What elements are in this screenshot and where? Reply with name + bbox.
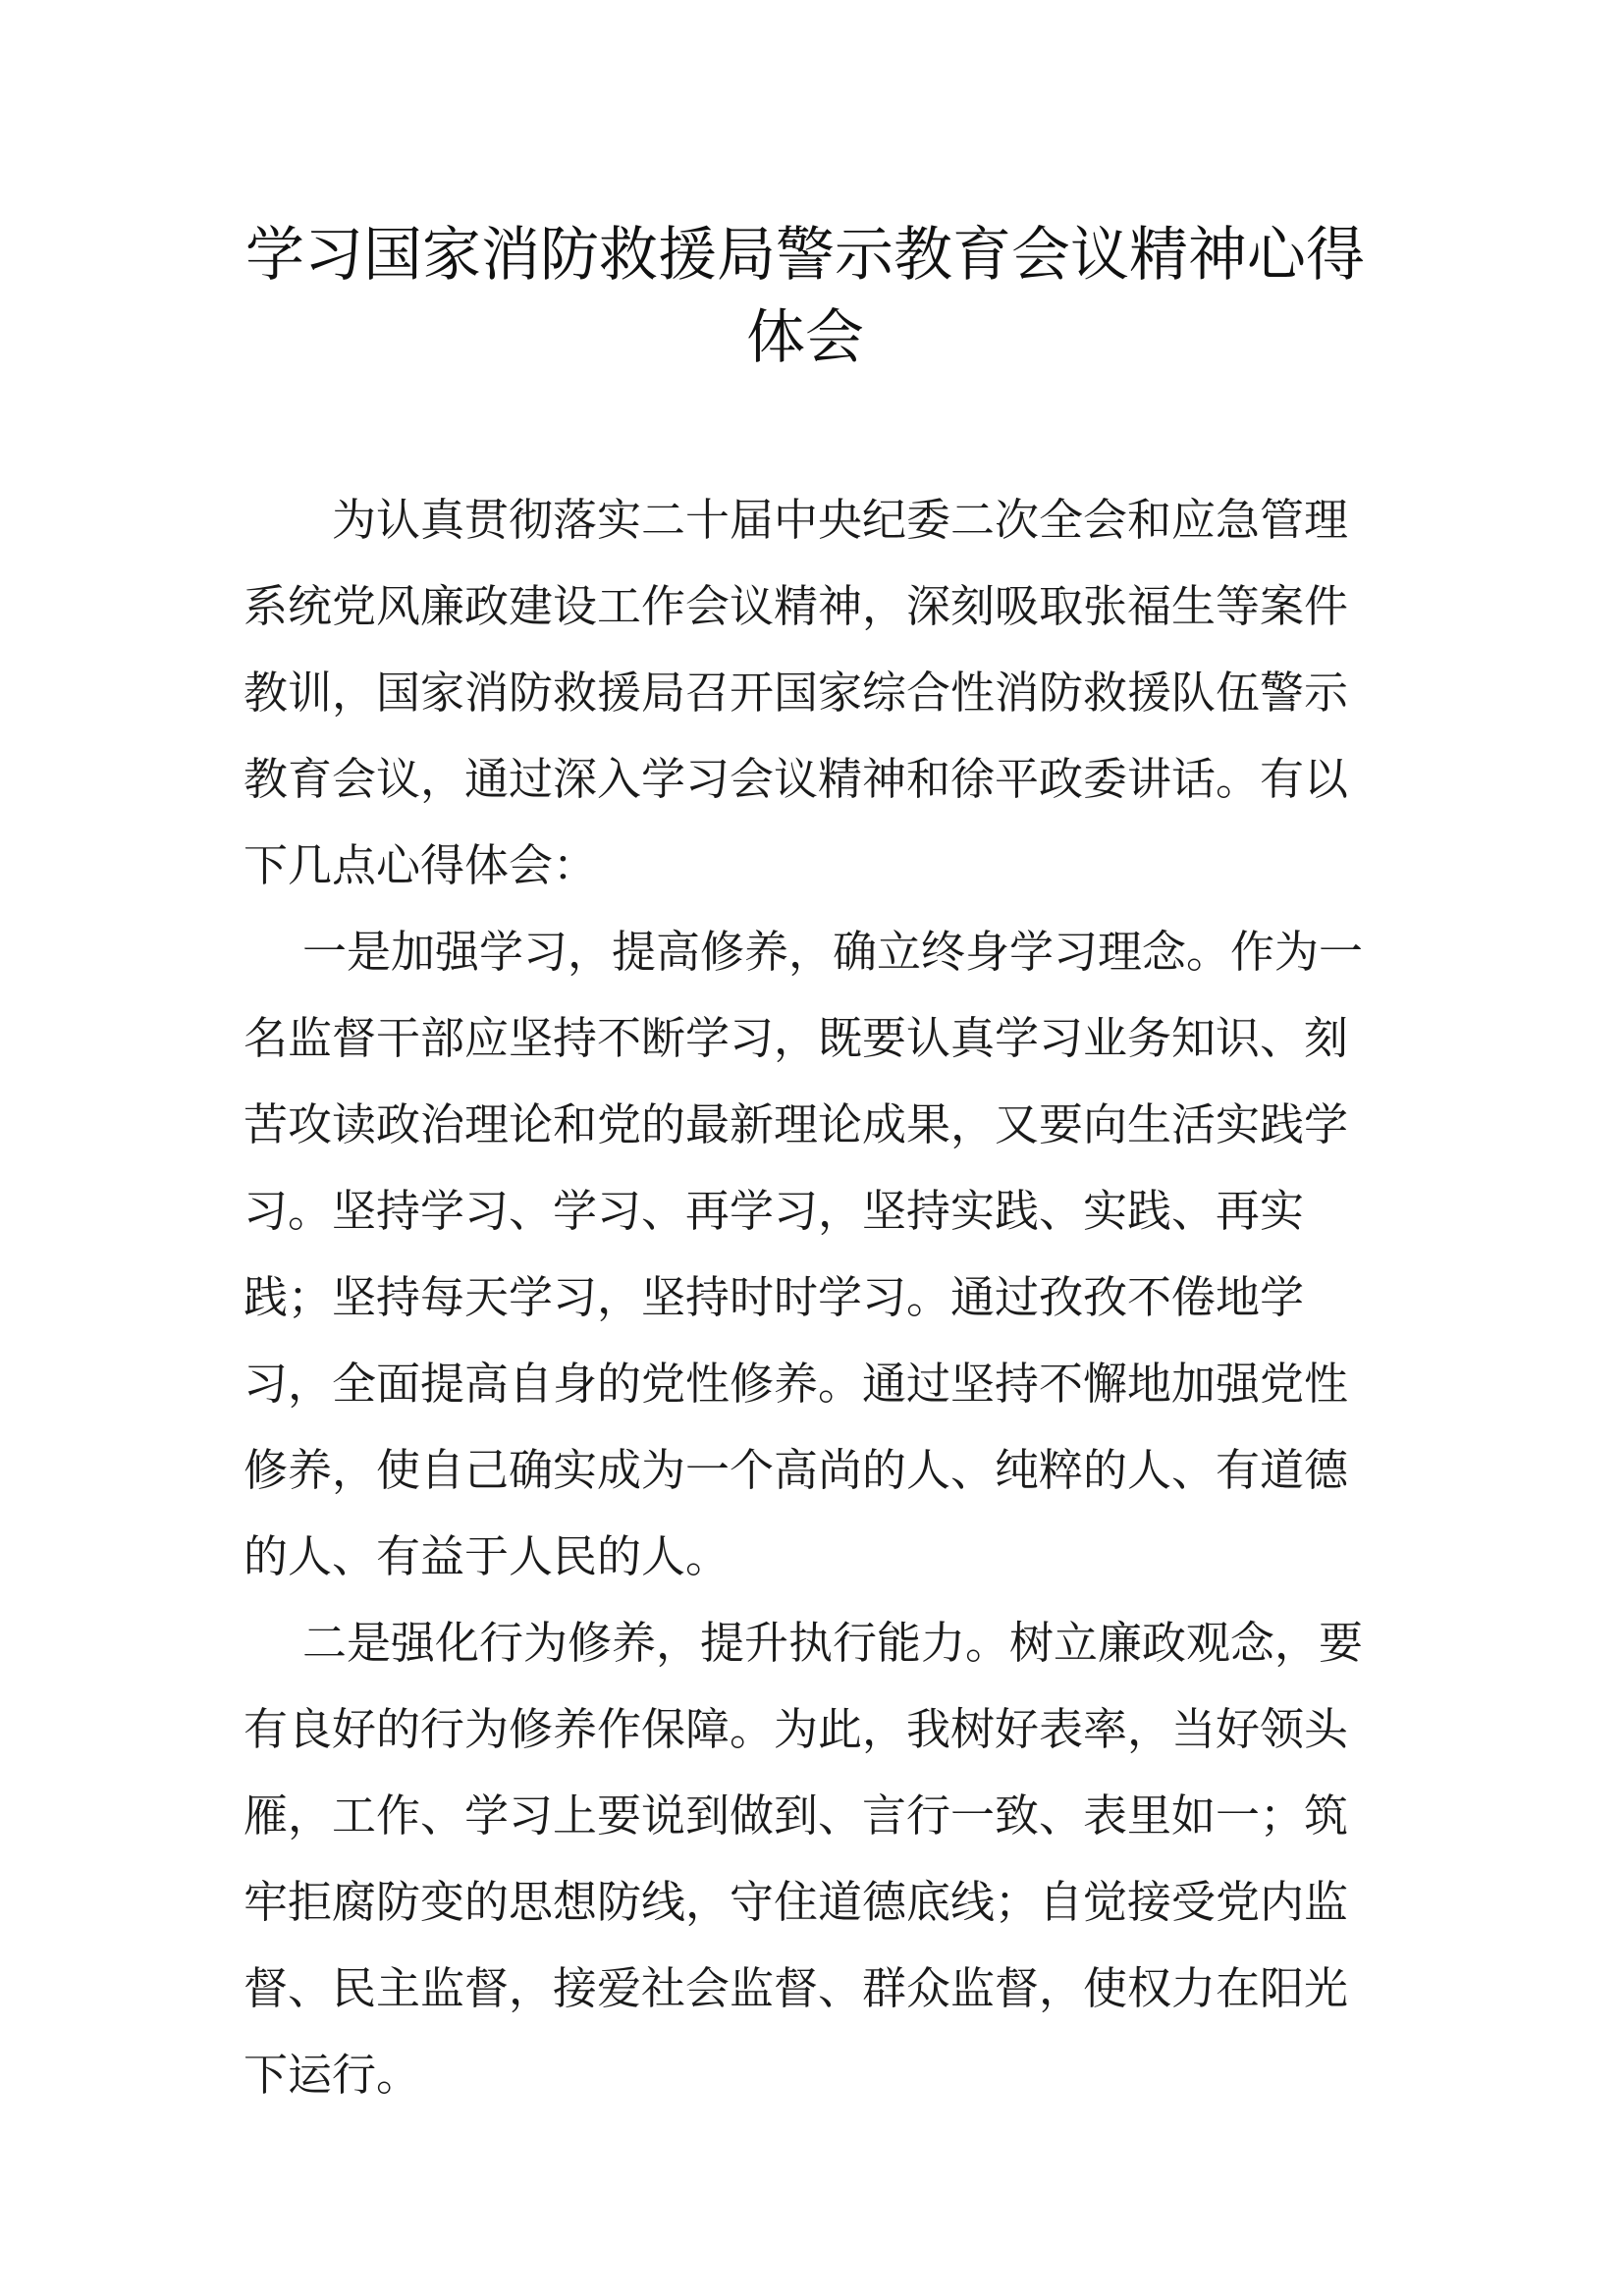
paragraph-point-two: 二是强化行为修养，提升执行能力。树立廉政观念，要有良好的行为修养作保障。为此，我树好表率，当好领头雁，工作、学习上要说到做到、言行一致、表里如一；筑牢拒腐防变的思想防线，守住道德底线；自觉接受党内监督、民主监督，接爱社会监督、群众监督，使权力在阳光下运行。 [244, 1617, 1364, 2101]
document-title: 学习国家消防救援局警示教育会议精神心得体会 [245, 221, 1365, 372]
document-body [244, 477, 1363, 2118]
paragraph-point-one: 一是加强学习，提高修养，确立终身学习理念。作为一名监督干部应坚持不断学习，既要认真学习业务知识、刻苦攻读政治理论和党的最新理论成果，又要向生活实践学习。坚持学习、学习、再学习，坚持实践、实践、再实践；坚持每天学习，坚持时时学习。通过孜孜不倦地学习，全面提高自身的党性修养。通过坚持不懈地加强党性修养，使自己确实成为一个高尚的人、纯粹的人、有道德的人、有益于人民的人。 [244, 926, 1364, 1582]
paragraph-intro: 为认真贯彻落实二十届中央纪委二次全会和应急管理系统党风廉政建设工作会议精神，深刻吸取张福生等案件教训，国家消防救援局召开国家综合性消防救援队伍警示教育会议，通过深入学习会议精神和徐平政委讲话。有以下几点心得体会： [244, 494, 1349, 891]
